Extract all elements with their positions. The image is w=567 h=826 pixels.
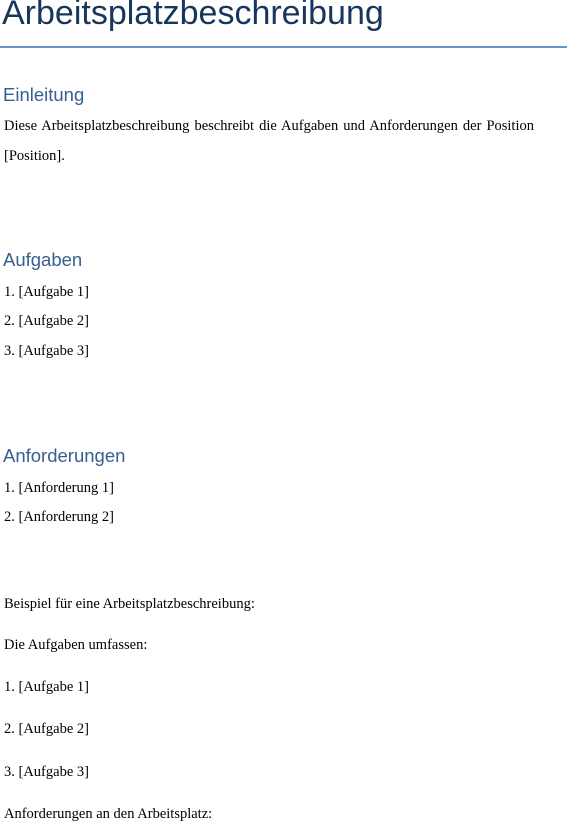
aufgaben-item-1: 1. [Aufgabe 1] — [4, 284, 89, 300]
heading-einleitung: Einleitung — [3, 84, 85, 105]
beispiel-item-3: 3. [Aufgabe 3] — [4, 764, 89, 780]
beispiel-tasks-intro: Die Aufgaben umfassen: — [4, 637, 148, 653]
beispiel-item-2: 2. [Aufgabe 2] — [4, 721, 89, 737]
document-title: Arbeitsplatzbeschreibung — [2, 0, 384, 32]
einleitung-line-2: [Position]. — [4, 148, 65, 164]
heading-anforderungen: Anforderungen — [3, 445, 126, 466]
einleitung-line-1: Diese Arbeitsplatzbeschreibung beschreibt die Aufgaben und Anforderungen der Position — [4, 118, 534, 134]
aufgaben-item-2: 2. [Aufgabe 2] — [4, 313, 89, 329]
heading-aufgaben: Aufgaben — [3, 249, 83, 270]
beispiel-requirements-intro: Anforderungen an den Arbeitsplatz: — [4, 806, 213, 822]
beispiel-item-1: 1. [Aufgabe 1] — [4, 679, 89, 695]
anforderungen-item-1: 1. [Anforderung 1] — [4, 480, 114, 496]
beispiel-intro: Beispiel für eine Arbeitsplatzbeschreibung: — [4, 596, 255, 612]
anforderungen-item-2: 2. [Anforderung 2] — [4, 509, 114, 525]
title-divider — [0, 46, 567, 48]
aufgaben-item-3: 3. [Aufgabe 3] — [4, 343, 89, 359]
